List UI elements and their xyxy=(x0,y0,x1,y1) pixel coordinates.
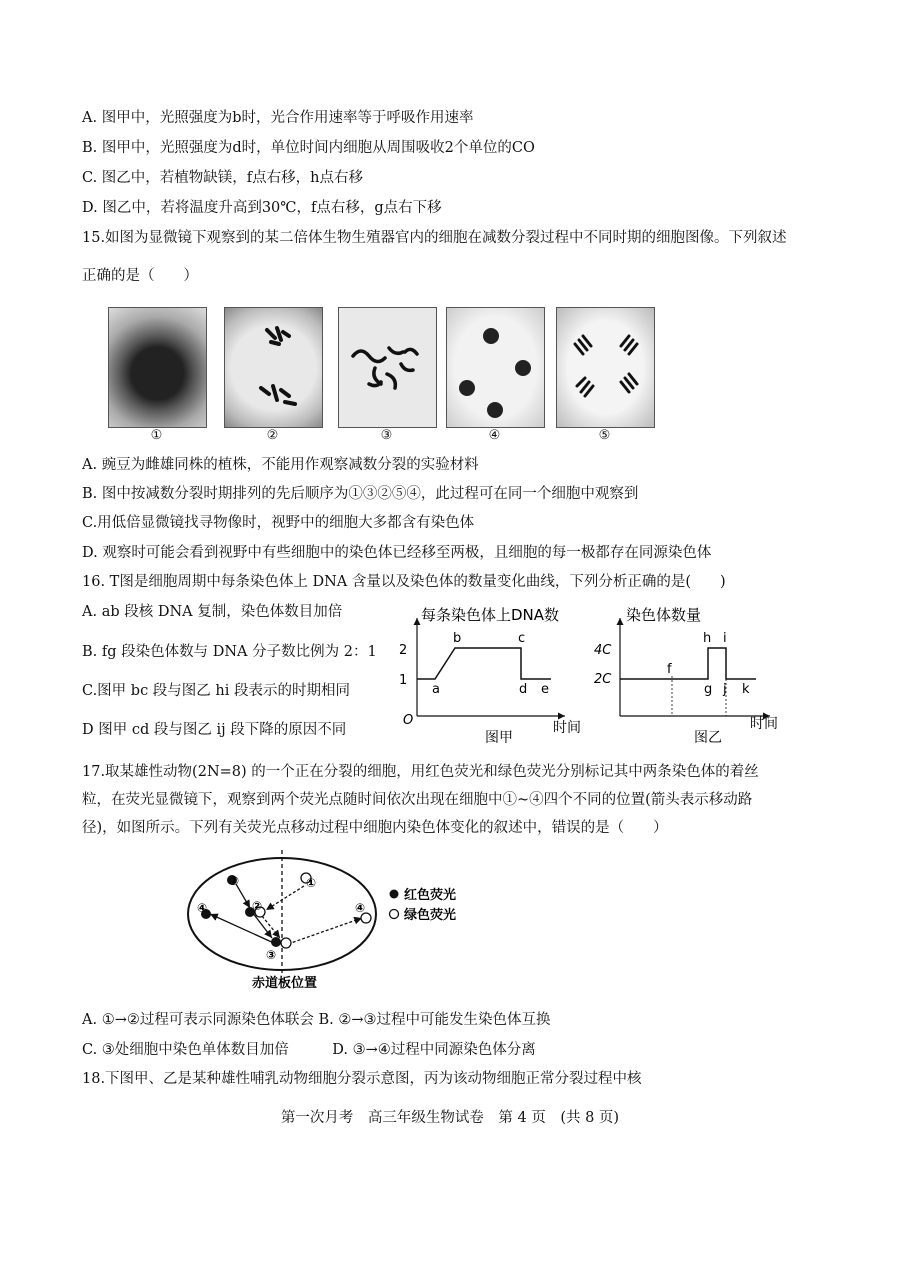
q15-option-c: C.用低倍显微镜找寻物像时，视野中的细胞大多都含有染色体 xyxy=(82,515,475,531)
graph-yi-point-k: k xyxy=(742,682,750,697)
micrograph-label-1: ① xyxy=(150,428,163,443)
micrograph-1 xyxy=(108,307,207,428)
q15-stem-line2: 正确的是（ ） xyxy=(82,268,198,284)
graph-yi-point-g: g xyxy=(704,682,713,697)
graph-jia-ytick-2: 2 xyxy=(399,643,408,658)
q16-option-a: A. ab 段核 DNA 复制，染色体数目加倍 xyxy=(82,604,343,620)
marker-1-green: ① xyxy=(306,876,317,890)
graph-jia-ytick-1: 1 xyxy=(399,673,408,688)
micrograph-label-2: ② xyxy=(266,428,279,443)
q17-stem-line1: 17.取某雄性动物(2N=8) 的一个正在分裂的细胞，用红色荧光和绿色荧光分别标记其中两条染色体的着丝 xyxy=(82,764,759,780)
graph-jia-point-e: e xyxy=(541,682,549,697)
micrograph-label-5: ⑤ xyxy=(598,428,611,443)
micrograph-label-4: ④ xyxy=(488,428,501,443)
graph-jia-title: 每条染色体上DNA数 xyxy=(421,606,560,624)
q15-option-b: B. 图中按减数分裂时期排列的先后顺序为①③②⑤④，此过程可在同一个细胞中观察到 xyxy=(82,486,639,502)
micrograph-2-chromosomes xyxy=(225,308,322,427)
micrograph-4-nuclei xyxy=(447,308,544,427)
graph-jia-point-a: a xyxy=(432,682,440,697)
micrograph-4 xyxy=(446,307,545,428)
micrograph-3 xyxy=(338,307,437,428)
q17-options-line1: A. ①→②过程可表示同源染色体联会 B. ②→③过程中可能发生染色体互换 xyxy=(82,1012,551,1028)
graph-yi-ytick-4c: 4C xyxy=(594,643,612,658)
graph-yi-point-j: j xyxy=(723,682,727,697)
graph-yi-caption: 图乙 xyxy=(694,730,722,746)
micrograph-5-chromosomes xyxy=(557,308,654,427)
graph-yi-title: 染色体数量 xyxy=(626,606,702,624)
graph-yi-ytick-2c: 2C xyxy=(594,672,612,687)
q15-option-d: D. 观察时可能会看到视野中有些细胞中的染色体已经移至两极，且细胞的每一极都存在同源染色体 xyxy=(82,545,712,561)
graph-jia xyxy=(395,600,595,752)
graph-jia-curve xyxy=(417,648,551,679)
graph-jia-point-c: c xyxy=(518,631,526,646)
q17-options-line2: C. ③处细胞中染色单体数目加倍 D. ③→④过程中同源染色体分离 xyxy=(82,1042,536,1058)
q14-option-a: A. 图甲中，光照强度为b时，光合作用速率等于呼吸作用速率 xyxy=(82,110,474,126)
marker-4-green: ④ xyxy=(355,901,366,915)
legend-red-dot xyxy=(390,890,399,899)
graph-yi-point-i: i xyxy=(723,631,727,646)
graph-jia-xlabel: 时间 xyxy=(553,720,581,736)
q16-option-c: C.图甲 bc 段与图乙 hi 段表示的时期相同 xyxy=(82,683,351,699)
red-dot-3 xyxy=(271,937,281,947)
legend-green-label: 绿色荧光 xyxy=(404,908,457,923)
green-dot-3 xyxy=(281,938,291,948)
graph-yi xyxy=(590,600,790,752)
micrograph-5 xyxy=(556,307,655,428)
q14-option-d: D. 图乙中，若将温度升高到30℃，f点右移，g点右下移 xyxy=(82,200,442,216)
q16-stem: 16. T图是细胞周期中每条染色体上 DNA 含量以及染色体的数量变化曲线，下列分析正确的是( ) xyxy=(82,574,726,590)
q17-stem-line2: 粒，在荧光显微镜下，观察到两个荧光点随时间依次出现在细胞中①~④四个不同的位置(箭头表示移动路 xyxy=(82,792,753,808)
q16-option-b: B. fg 段染色体数与 DNA 分子数比例为 2：1 xyxy=(82,644,377,660)
equator-label: 赤道板位置 xyxy=(252,976,318,990)
q18-stem: 18.下图甲、乙是某种雄性哺乳动物细胞分裂示意图，丙为该动物细胞正常分裂过程中核 xyxy=(82,1071,642,1087)
q16-option-d: D 图甲 cd 段与图乙 ij 段下降的原因不同 xyxy=(82,722,347,738)
graph-yi-curve xyxy=(620,648,756,679)
marker-2: ② xyxy=(252,899,263,913)
micrograph-3-chromosomes xyxy=(339,308,436,427)
marker-1-red: ① xyxy=(229,874,240,888)
graph-jia-origin: O xyxy=(403,713,414,728)
graph-jia-point-b: b xyxy=(453,631,462,646)
q15-stem-line1: 15.如图为显微镜下观察到的某二倍体生物生殖器官内的细胞在减数分裂过程中不同时期的细胞图像。下列叙述 xyxy=(82,230,787,246)
q14-option-c: C. 图乙中，若植物缺镁，f点右移，h点右移 xyxy=(82,170,363,186)
graph-yi-point-f: f xyxy=(667,662,672,677)
q15-option-a: A. 豌豆为雌雄同株的植株，不能用作观察减数分裂的实验材料 xyxy=(82,457,479,473)
micrograph-label-3: ③ xyxy=(380,428,393,443)
q17-stem-line3: 径)，如图所示。下列有关荧光点移动过程中细胞内染色体变化的叙述中，错误的是（ ） xyxy=(82,820,668,836)
graph-jia-point-d: d xyxy=(519,682,528,697)
legend-green-dot xyxy=(390,910,399,919)
graph-yi-point-h: h xyxy=(703,631,712,646)
q14-option-b: B. 图甲中，光照强度为d时，单位时间内细胞从周围吸收2个单位的CO xyxy=(82,140,535,156)
micrograph-2 xyxy=(224,307,323,428)
graph-yi-xlabel: 时间 xyxy=(750,716,778,732)
fluorescence-diagram xyxy=(180,850,510,990)
marker-3: ③ xyxy=(266,948,277,962)
page-footer: 第一次月考 高三年级生物试卷 第 4 页 (共 8 页) xyxy=(280,1110,620,1126)
marker-4-red: ④ xyxy=(197,901,208,915)
graph-jia-caption: 图甲 xyxy=(485,730,513,746)
legend-red-label: 红色荧光 xyxy=(404,888,457,903)
